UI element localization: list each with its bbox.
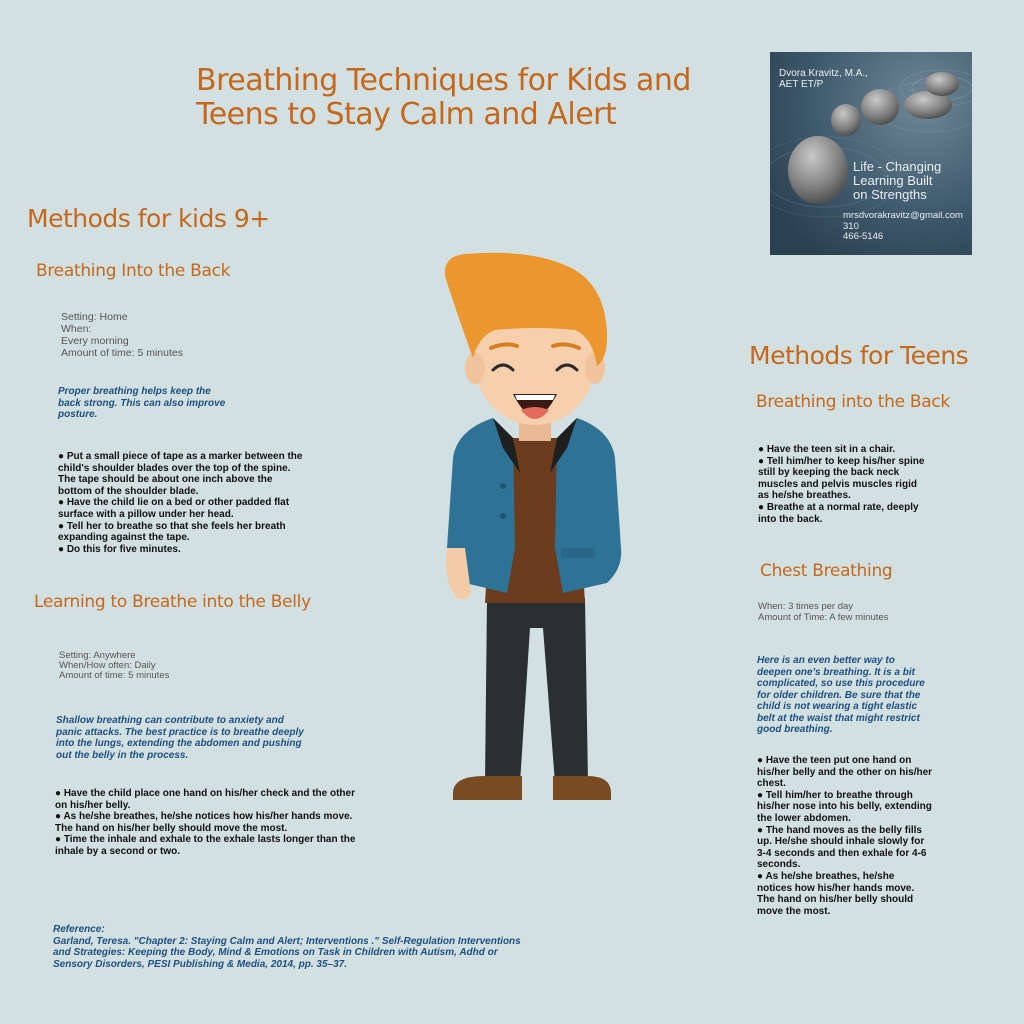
- step-line: muscles and pelvis muscles rigid: [758, 478, 917, 490]
- step-line: ● Have the child place one hand on his/her check and the other: [55, 788, 355, 799]
- step-line: ● Put a small piece of tape as a marker between the: [58, 451, 303, 462]
- card-name-line: Dvora Kravitz, M.A.,: [779, 68, 868, 79]
- title-line-2: Teens to Stay Calm and Alert: [196, 97, 617, 132]
- card-phone: 466-5146: [843, 231, 884, 242]
- card-email: mrsdvorakravitz@gmail.com: [843, 210, 963, 221]
- teens-chest-steps: [757, 755, 932, 917]
- intro-line: good breathing.: [757, 724, 833, 735]
- kids-belly-steps: [55, 788, 355, 858]
- card-phone: 310: [843, 220, 859, 232]
- intro-line: back strong. This can also improve: [58, 397, 226, 409]
- step-line: ● Tell her to breathe so that she feels her breath: [58, 520, 286, 532]
- reference-label: Reference:: [53, 924, 105, 935]
- card-name: [779, 68, 868, 90]
- intro-line: for older children. Be sure that the: [757, 689, 921, 701]
- step-line: ● Have the child lie on a bed or other padded flat: [58, 497, 290, 509]
- teens-back-heading: Breathing into the Back: [756, 392, 950, 412]
- kids-belly-meta: [59, 651, 169, 681]
- reference-line: Garland, Teresa. "Chapter 2: Staying Calm and Alert; Interventions ." Self-Regulation Interventions: [53, 935, 521, 947]
- intro-line: complicated, so use this procedure: [757, 678, 925, 689]
- intro-line: into the lungs, extending the abdomen and pushing: [56, 738, 302, 749]
- card-contact: [843, 211, 963, 243]
- step-line: ● Have the teen put one hand on: [757, 755, 912, 766]
- meta-line: Amount of Time: A few minutes: [758, 612, 889, 623]
- intro-line: Proper breathing helps keep the: [58, 386, 211, 397]
- step-line: notices how his/her hands move.: [757, 882, 915, 894]
- step-line: inhale by a second or two.: [55, 845, 181, 857]
- step-line: still by keeping the back neck: [758, 467, 900, 479]
- intro-line: belt at the waist that might restrict: [757, 712, 920, 724]
- step-line: child's shoulder blades over the top of the spine.: [58, 462, 291, 474]
- meta-line: Setting: Anywhere: [59, 650, 136, 661]
- step-line: The hand on his/her belly should: [757, 894, 914, 906]
- poster-title: [196, 64, 691, 132]
- step-line: The tape should be about one inch above the: [58, 474, 273, 486]
- step-line: on his/her belly.: [55, 799, 131, 811]
- step-line: ● Do this for five minutes.: [58, 543, 181, 555]
- meta-line: Amount of time: 5 minutes: [61, 347, 183, 359]
- intro-line: Here is an even better way to: [757, 655, 895, 666]
- teens-chest-heading: Chest Breathing: [760, 561, 893, 581]
- intro-line: panic attacks. The best practice is to breathe deeply: [56, 726, 304, 738]
- meta-line: When:: [61, 323, 92, 335]
- meta-line: Every morning: [61, 335, 129, 347]
- card-tagline-line: Life - Changing: [853, 159, 942, 174]
- step-line: ● The hand moves as the belly fills: [757, 824, 922, 836]
- step-line: ● Time the inhale and exhale to the exhale lasts longer than the: [55, 834, 356, 846]
- step-line: expanding against the tape.: [58, 532, 190, 544]
- step-line: ● Tell him/her to breathe through: [757, 789, 913, 801]
- title-line-1: Breathing Techniques for Kids and: [196, 63, 691, 98]
- intro-line: posture.: [58, 409, 98, 420]
- step-line: as he/she breathes.: [758, 490, 851, 502]
- step-line: his/her nose into his belly, extending: [757, 801, 932, 813]
- reference-line: Sensory Disorders, PESI Publishing & Media, 2014, pp. 35–37.: [53, 958, 347, 970]
- meta-line: When: 3 times per day: [758, 601, 854, 612]
- teens-chest-meta: [758, 601, 888, 623]
- step-line: his/her belly and the other on his/her: [757, 766, 933, 778]
- intro-line: Shallow breathing can contribute to anxiety and: [56, 715, 284, 726]
- card-name-line: AET ET/P: [779, 79, 824, 90]
- reference: [53, 924, 523, 970]
- step-line: 3-4 seconds and then exhale for 4-6: [757, 847, 927, 859]
- meta-line: Amount of time: 5 minutes: [59, 670, 170, 681]
- kids-back-steps: [58, 451, 302, 555]
- kids-belly-intro: [56, 715, 304, 761]
- teens-back-steps: [758, 444, 924, 525]
- kids-belly-heading: Learning to Breathe into the Belly: [34, 592, 311, 612]
- step-line: chest.: [757, 778, 786, 790]
- intro-line: deepen one's breathing. It is a bit: [757, 666, 915, 678]
- teens-heading: Methods for Teens: [749, 341, 969, 370]
- step-line: ● As he/she breathes, he/she notices how his/her hands move.: [55, 811, 353, 823]
- step-line: ● Tell him/her to keep his/her spine: [758, 455, 925, 467]
- teens-chest-intro: [757, 655, 925, 736]
- step-line: The hand on his/her belly should move the most.: [55, 822, 288, 834]
- reference-line: and Strategies: Keeping the Body, Mind & Emotions on Task in Children with Autism, Adhd or: [53, 947, 498, 958]
- step-line: ● Have the teen sit in a chair.: [758, 444, 896, 455]
- step-line: ● Breathe at a normal rate, deeply: [758, 501, 919, 513]
- step-line: up. He/she should inhale slowly for: [757, 836, 925, 848]
- step-line: into the back.: [758, 513, 823, 525]
- kids-heading: Methods for kids 9+: [27, 204, 270, 233]
- card-tagline-line: Learning Built: [853, 173, 933, 188]
- boy-illustration: [425, 248, 645, 808]
- step-line: ● As he/she breathes, he/she: [757, 870, 895, 882]
- step-line: surface with a pillow under her head.: [58, 508, 234, 520]
- meta-line: When/How often: Daily: [59, 660, 156, 671]
- step-line: move the most.: [757, 905, 831, 917]
- meta-line: Setting: Home: [61, 311, 128, 323]
- card-tagline-line: on Strengths: [853, 187, 927, 202]
- kids-back-heading: Breathing Into the Back: [36, 261, 231, 281]
- step-line: the lower abdomen.: [757, 812, 851, 824]
- step-line: seconds.: [757, 859, 801, 871]
- intro-line: out the belly in the process.: [56, 749, 189, 761]
- step-line: bottom of the shoulder blade.: [58, 485, 199, 497]
- card-tagline: [853, 160, 941, 202]
- intro-line: child is not wearing a tight elastic: [757, 701, 918, 712]
- kids-back-meta: [61, 311, 183, 359]
- business-card: [770, 52, 972, 255]
- kids-back-intro: [58, 386, 225, 421]
